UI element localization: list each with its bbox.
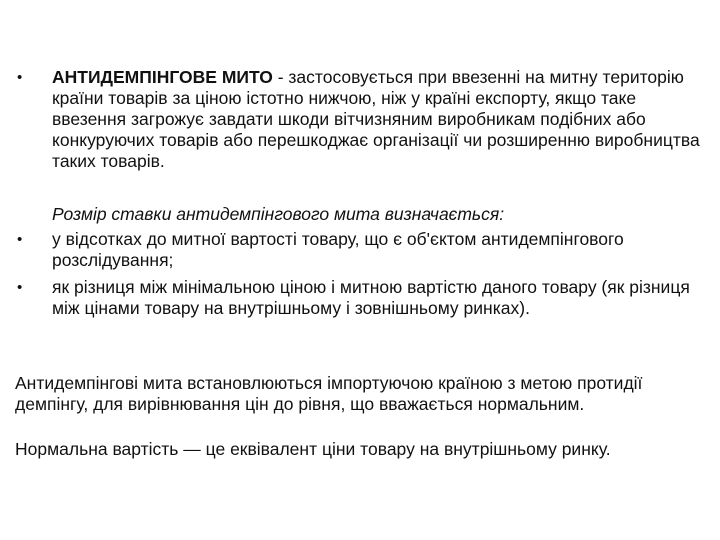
- bullet-marker: •: [17, 69, 23, 86]
- bullet-marker: •: [17, 231, 23, 248]
- normal-value-paragraph: Нормальна вартість — це еквівалент ціни товару на внутрішньому ринку.: [15, 439, 611, 459]
- bullet-marker: •: [17, 279, 23, 296]
- definition-body: застосовується при ввезенні на митну територію країни товарів за ціною істотно нижчою, ніж у країні експорту, якщо таке ввезення загрожує завдати шкоди вітчизняним виробникам подібних або конкуруючих товарів або перешкоджає організації чи розширенню виробництва таких товарів.: [52, 67, 700, 171]
- definition-term: АНТИДЕМПІНГОВЕ МИТО: [52, 67, 273, 87]
- rate-item-text: як різниця між мінімальною ціною і митною вартістю даного товару (як різниця між цінами товару на внутрішньому і зовнішньому ринках).: [52, 277, 690, 318]
- rate-heading: Розмір ставки антидемпінгового мита визначається:: [52, 204, 505, 224]
- definition-dash: -: [272, 67, 289, 87]
- definition-text: [52, 67, 702, 172]
- closing-paragraph: Антидемпінгові мита встановлюються імпортуючою країною з метою протидії демпінгу, для вирівнювання цін до рівня, що вважається нормальним.: [15, 373, 643, 414]
- rate-item-text: у відсотках до митної вартості товару, що є об'єктом антидемпінгового розслідування;: [52, 229, 624, 270]
